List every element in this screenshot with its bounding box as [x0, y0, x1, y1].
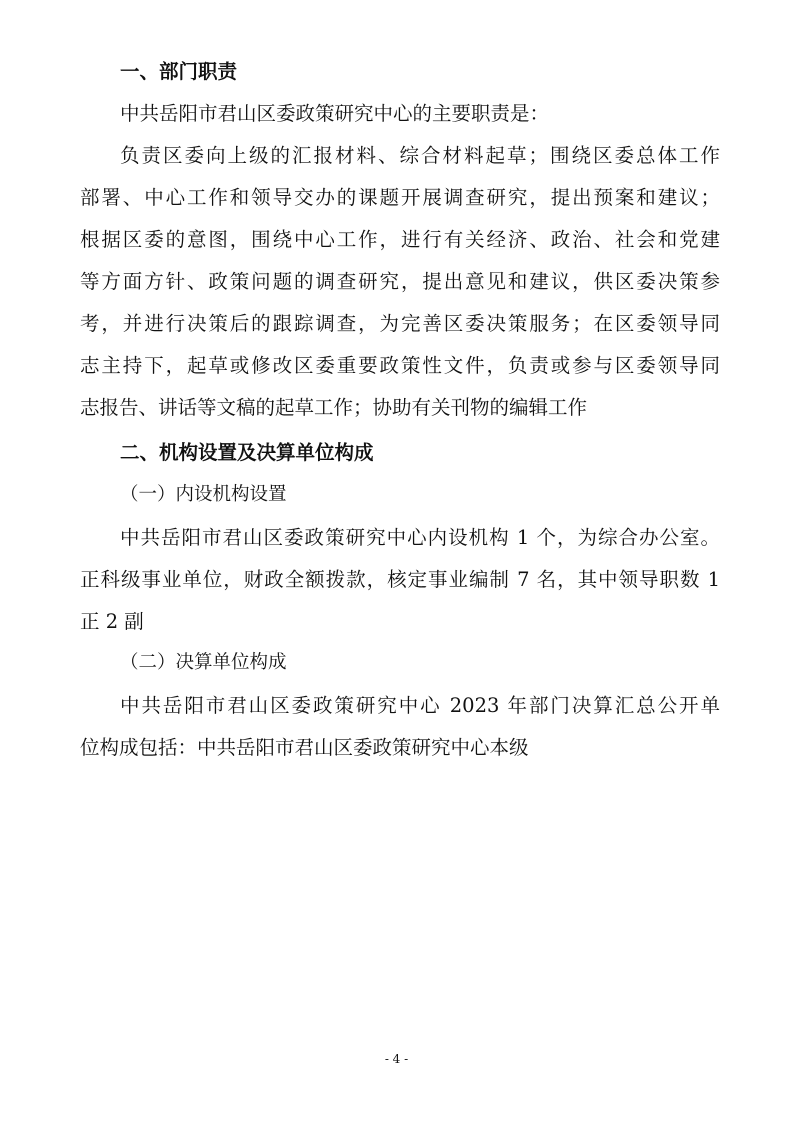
section1-line: 负责区委向上级的汇报材料、综合材料起草；围绕区委总体工作 [120, 144, 720, 167]
subsection2-heading: （二）决算单位构成 [120, 652, 287, 673]
section1-heading: 一、部门职责 [120, 60, 238, 83]
page-number: - 4 - [384, 1052, 409, 1066]
section1-line: 志报告、讲话等文稿的起草工作；协助有关刊物的编辑工作 [80, 396, 588, 419]
section1-line: 根据区委的意图，围绕中心工作，进行有关经济、政治、社会和党建 [80, 228, 720, 251]
subsection2-line: 位构成包括：中共岳阳市君山区委政策研究中心本级 [80, 736, 529, 759]
section1-line: 部署、中心工作和领导交办的课题开展调查研究，提出预案和建议； [80, 186, 720, 209]
section2-heading: 二、机构设置及决算单位构成 [120, 441, 374, 464]
section1-line: 等方面方针、政策问题的调查研究，提出意见和建议，供区委决策参 [80, 270, 720, 293]
subsection1-line: 正 2 副 [80, 610, 144, 633]
section1-line: 志主持下，起草或修改区委重要政策性文件，负责或参与区委领导同 [80, 354, 720, 377]
subsection1-line: 正科级事业单位，财政全额拨款，核定事业编制 7 名，其中领导职数 1 [80, 568, 720, 591]
section1-intro: 中共岳阳市君山区委政策研究中心的主要职责是： [120, 102, 550, 125]
subsection1-heading: （一）内设机构设置 [120, 484, 287, 505]
subsection2-line: 中共岳阳市君山区委政策研究中心 2023 年部门决算汇总公开单 [120, 694, 720, 717]
subsection1-line: 中共岳阳市君山区委政策研究中心内设机构 1 个，为综合办公室。 [120, 526, 720, 549]
section1-line: 考，并进行决策后的跟踪调查，为完善区委决策服务；在区委领导同 [80, 312, 720, 335]
